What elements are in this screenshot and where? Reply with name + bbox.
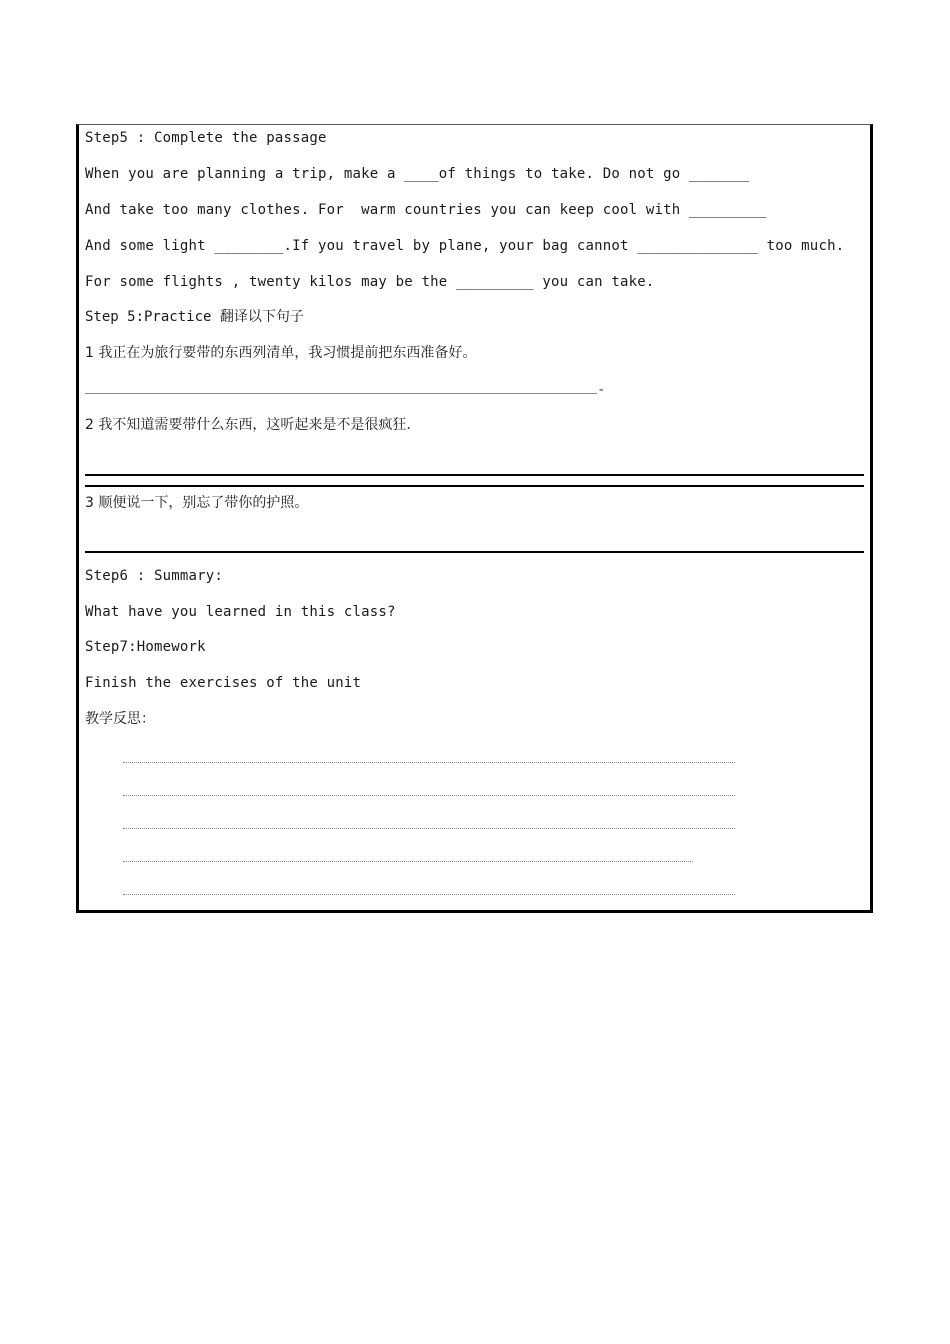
reflection-line-4 (123, 861, 693, 862)
step7-task: Finish the exercises of the unit (85, 675, 362, 691)
step5-title: Step5 : Complete the passage (85, 130, 327, 146)
practice-title: Step 5:Practice 翻译以下句子 (85, 309, 304, 325)
reflection-line-2 (123, 795, 735, 796)
sentence-2: 2 我不知道需要带什么东西，这听起来是不是很疯狂. (85, 417, 411, 433)
passage-line-4: For some flights , twenty kilos may be the _________ you can take. (85, 274, 655, 290)
answer-rule-2a (85, 474, 864, 476)
step6-title: Step6 : Summary: (85, 568, 224, 584)
sentence-1: 1 我正在为旅行要带的东西列清单，我习惯提前把东西准备好。 (85, 345, 477, 361)
step7-title: Step7:Homework (85, 639, 206, 655)
passage-line-2: And take too many clothes. For warm countries you can keep cool with _________ (85, 202, 767, 218)
answer-rule-2b (85, 485, 864, 487)
passage-line-3: And some light ________.If you travel by plane, your bag cannot ______________ too much. (85, 238, 845, 254)
answer-line-1 (85, 381, 607, 399)
answer-line-tail: - (597, 382, 606, 398)
reflection-label: 教学反思： (85, 711, 155, 727)
answer-rule-3 (85, 551, 864, 553)
passage-line-1: When you are planning a trip, make a ____of things to take. Do not go _______ (85, 166, 750, 182)
reflection-line-3 (123, 828, 735, 829)
reflection-line-1 (123, 762, 735, 763)
reflection-line-5 (123, 894, 735, 895)
sentence-3: 3 顺便说一下，别忘了带你的护照。 (85, 495, 309, 511)
step6-question: What have you learned in this class? (85, 604, 396, 620)
